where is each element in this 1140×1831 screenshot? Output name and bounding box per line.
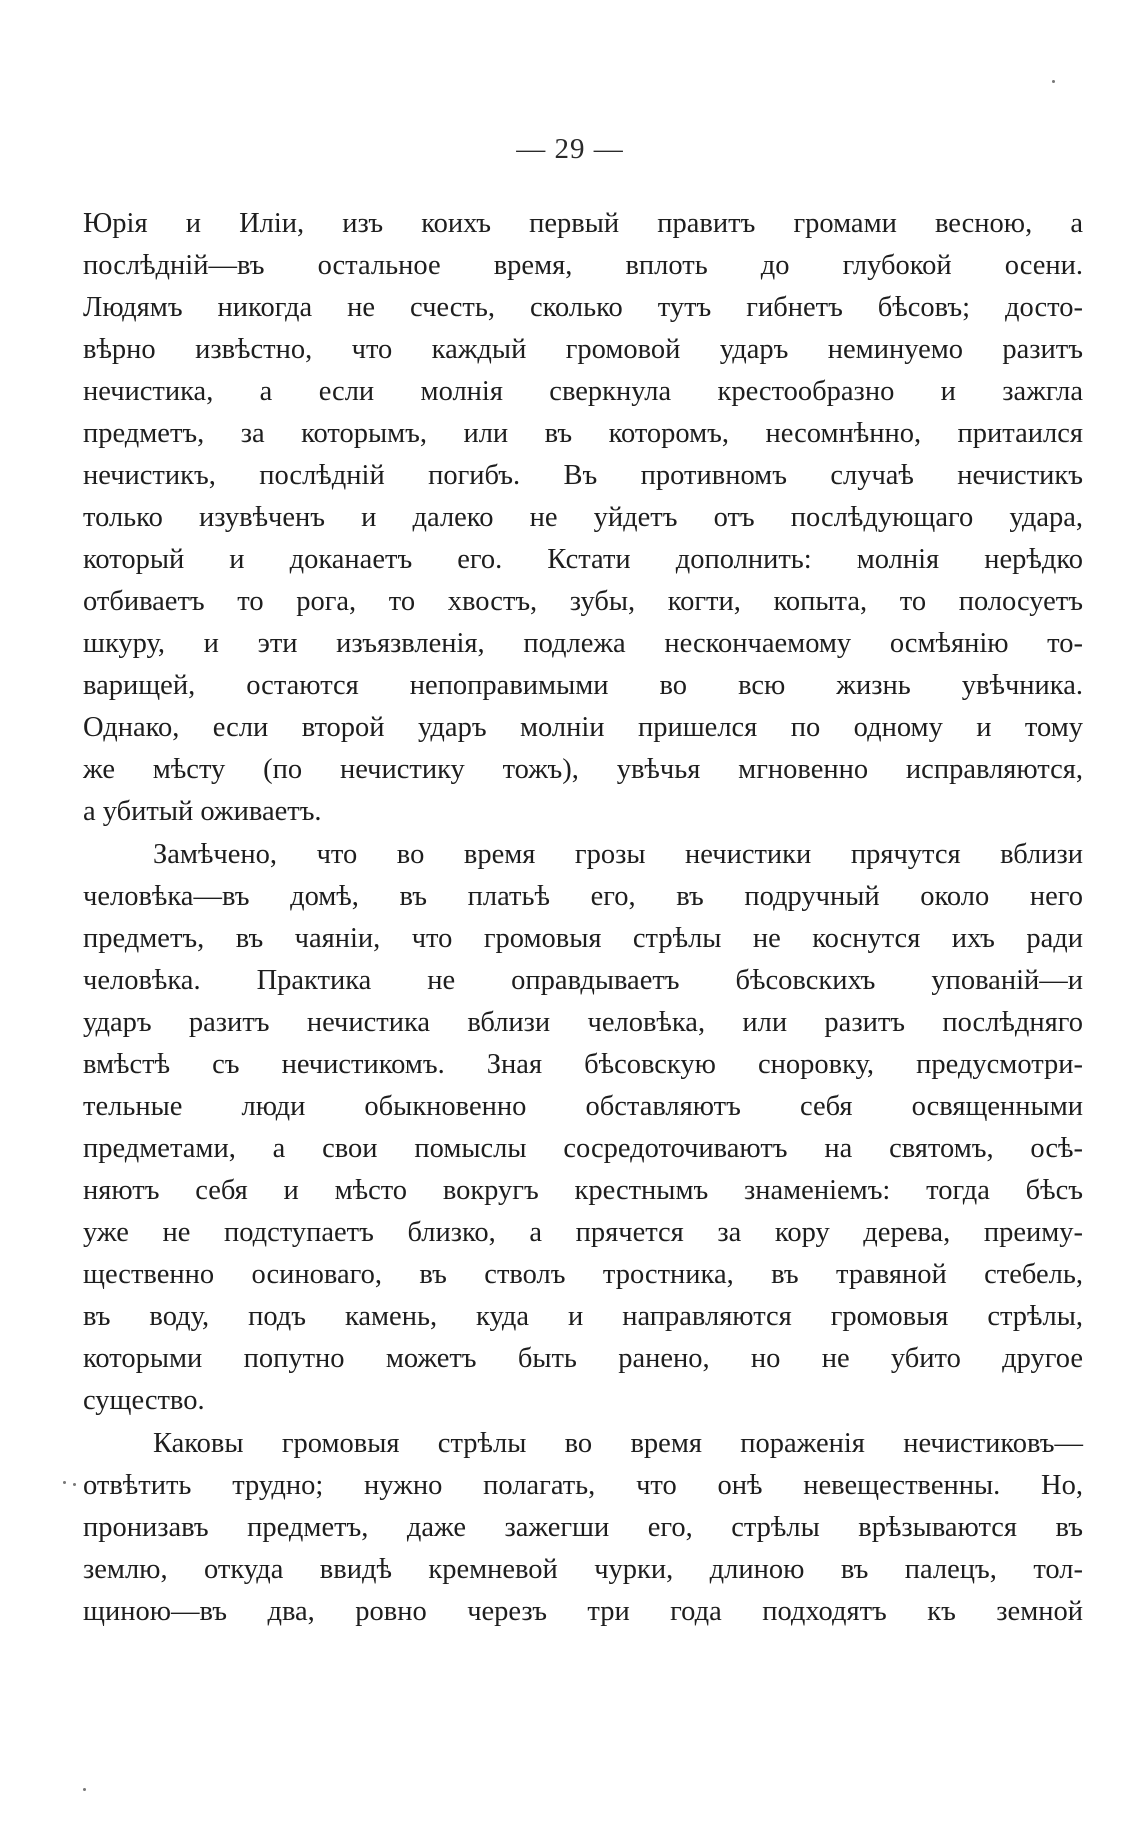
text-line: человѣка. Практика не оправдываетъ бѣсовскихъ упованій—и [83,965,1083,996]
text-line: предметами, а свои помыслы сосредоточиваютъ на святомъ, осѣ- [83,1133,1083,1164]
scan-speck [1052,80,1055,83]
text-line: щиною—въ два, ровно черезъ три года подходятъ къ земной [83,1596,1083,1627]
text-line: человѣка—въ домѣ, въ платьѣ его, въ подручный около него [83,881,1083,912]
text-line: вмѣстѣ съ нечистикомъ. Зная бѣсовскую сноровку, предусмотри- [83,1049,1083,1080]
paragraph-3 [83,1423,1083,1633]
text-line: предметъ, за которымъ, или въ которомъ, несомнѣнно, притаился [83,418,1083,449]
text-line: вѣрно извѣстно, что каждый громовой ударъ неминуемо разитъ [83,334,1083,365]
text-line: варищей, остаются непоправимыми во всю жизнь увѣчника. [83,670,1083,701]
text-line: Юрія и Иліи, изъ коихъ первый правитъ громами весною, а [83,208,1083,239]
text-line: отбиваетъ то рога, то хвостъ, зубы, когти, копыта, то полосуетъ [83,586,1083,617]
text-line: который и доканаетъ его. Кстати дополнить: молнія нерѣдко [83,544,1083,575]
text-line: Однако, если второй ударъ молніи пришелся по одному и тому [83,712,1083,743]
text-line: землю, откуда ввидѣ кремневой чурки, длиною въ палецъ, тол- [83,1554,1083,1585]
text-line: только изувѣченъ и далеко не уйдетъ отъ послѣдующаго удара, [83,502,1083,533]
page-number: — 29 — [516,133,624,165]
text-line: предметъ, въ чаяніи, что громовыя стрѣлы не коснутся ихъ ради [83,923,1083,954]
text-line: щественно осиноваго, въ стволъ тростника, въ травяной стебель, [83,1259,1083,1290]
text-line: Каковы громовыя стрѣлы во время пораженія нечистиковъ— [153,1428,1083,1459]
text-line: шкуру, и эти изъязвленія, подлежа нескончаемому осмѣянію то- [83,628,1083,659]
text-line: пронизавъ предметъ, даже зажегши его, стрѣлы врѣзываются въ [83,1512,1083,1543]
text-line: въ воду, подъ камень, куда и направляются громовыя стрѣлы, [83,1301,1083,1332]
scan-speck [83,1788,86,1791]
text-line: нечистика, а если молнія сверкнула крестообразно и зажгла [83,376,1083,407]
text-line: няютъ себя и мѣсто вокругъ крестнымъ знаменіемъ: тогда бѣсъ [83,1175,1083,1206]
text-line: уже не подступаетъ близко, а прячется за кору дерева, преиму- [83,1217,1083,1248]
paragraph-2 [83,834,1083,1422]
paragraph-1 [83,203,1083,833]
text-line: а убитый оживаетъ. [83,796,322,827]
scan-speck [73,1483,76,1486]
text-line: послѣдній—въ остальное время, вплоть до глубокой осени. [83,250,1083,281]
scan-speck [63,1481,66,1484]
text-line: нечистикъ, послѣдній погибъ. Въ противномъ случаѣ нечистикъ [83,460,1083,491]
text-line: тельные люди обыкновенно обставляютъ себя освященными [83,1091,1083,1122]
text-line: отвѣтить трудно; нужно полагать, что онѣ невещественны. Но, [83,1470,1083,1501]
text-line: существо. [83,1385,205,1416]
text-line: же мѣсту (по нечистику тожъ), увѣчья мгновенно исправляются, [83,754,1083,785]
text-line: ударъ разитъ нечистика вблизи человѣка, или разитъ послѣдняго [83,1007,1083,1038]
text-line: Замѣчено, что во время грозы нечистики прячутся вблизи [153,839,1083,870]
text-line: Людямъ никогда не счесть, сколько тутъ гибнетъ бѣсовъ; досто- [83,292,1083,323]
text-line: которыми попутно можетъ быть ранено, но не убито другое [83,1343,1083,1374]
